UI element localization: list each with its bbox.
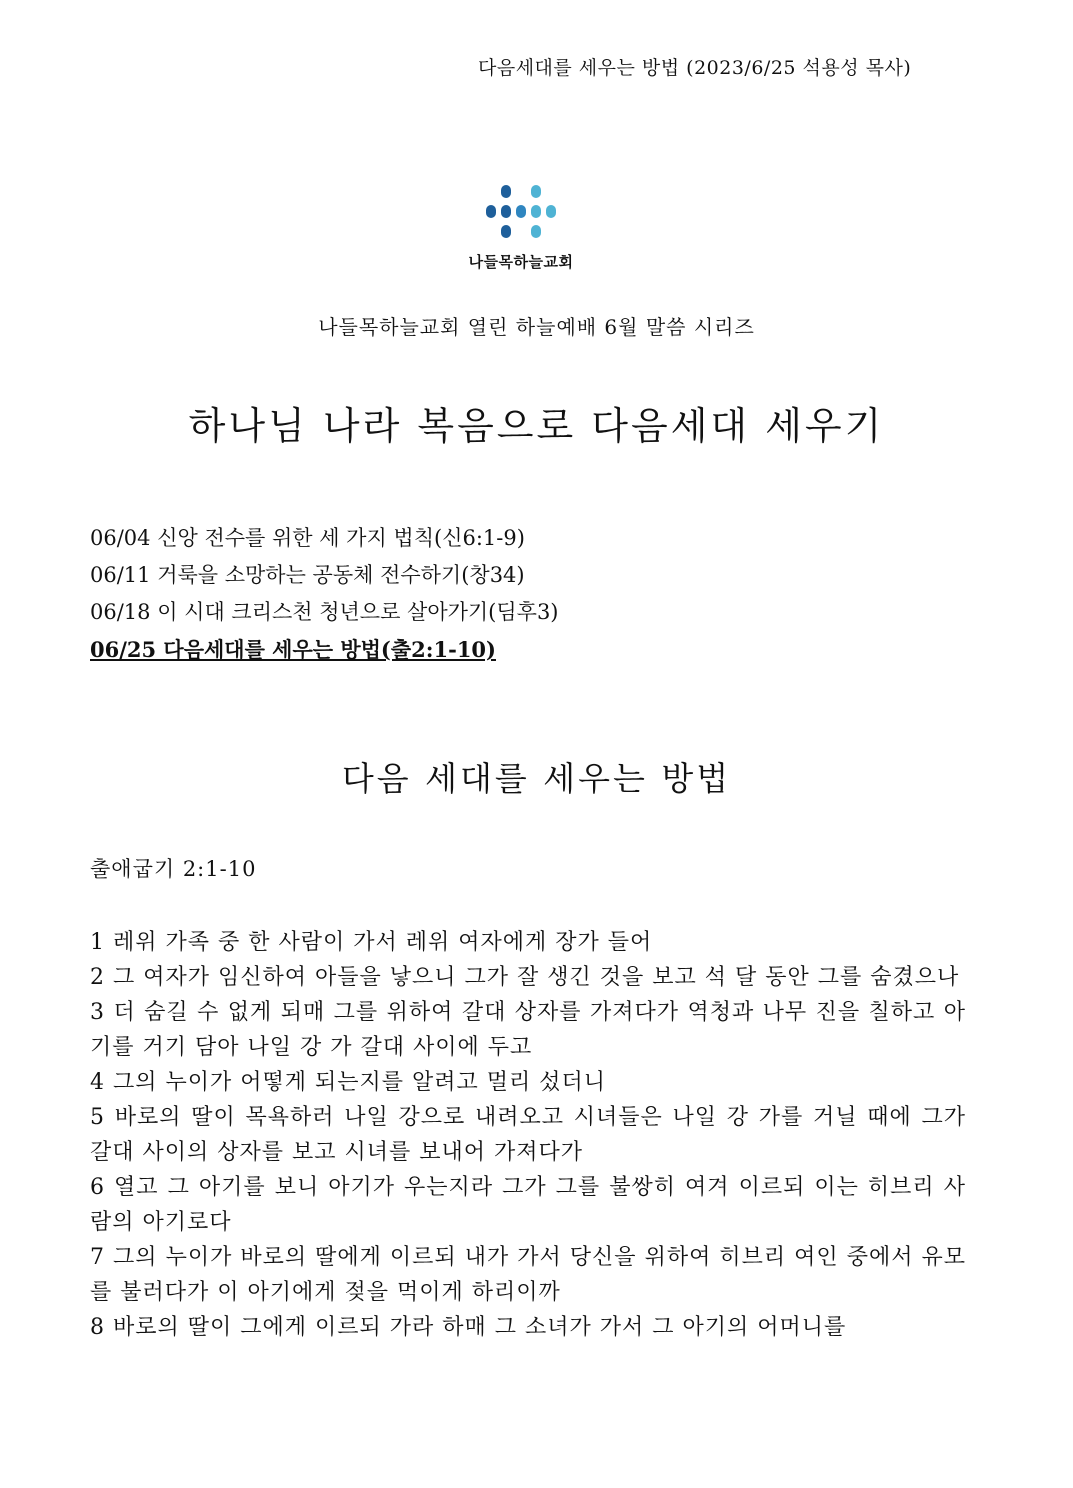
verse: 5 바로의 딸이 목욕하러 나일 강으로 내려오고 시녀들은 나일 강 가를 거닐 때에 그가 갈대 사이의 상자를 보고 시녀를 보내어 가져다가 bbox=[90, 1105, 966, 1165]
verse: 1 레위 가족 중 한 사람이 가서 레위 여자에게 장가 들어 bbox=[90, 930, 653, 955]
logo-text: 나들목하늘교회 bbox=[468, 253, 574, 271]
verse: 7 그의 누이가 바로의 딸에게 이르되 내가 가서 당신을 위하여 히브리 여인 중에서 유모를 불러다가 이 아기에게 젖을 먹이게 하리이까 bbox=[90, 1245, 966, 1305]
scripture-reference: 출애굽기 2:1-10 bbox=[90, 857, 257, 881]
main-title: 하나님 나라 복음으로 다음세대 세우기 bbox=[188, 404, 885, 448]
church-logo bbox=[455, 185, 587, 275]
series-label: 나들목하늘교회 열린 하늘예배 6월 말씀 시리즈 bbox=[318, 315, 755, 339]
header-note: 다음세대를 세우는 방법 (2023/6/25 석용성 목사) bbox=[478, 57, 912, 79]
sermon-schedule bbox=[90, 520, 559, 668]
church-cross-dots-icon bbox=[476, 185, 566, 245]
scripture-passage bbox=[90, 925, 966, 1345]
sermon-title: 다음 세대를 세우는 방법 bbox=[341, 759, 732, 798]
verse: 4 그의 누이가 어떻게 되는지를 알려고 멀리 섰더니 bbox=[90, 1070, 606, 1095]
schedule-item-current: 06/25 다음세대를 세우는 방법(출2:1-10) bbox=[90, 637, 496, 662]
schedule-item: 06/04 신앙 전수를 위한 세 가지 법칙(신6:1-9) bbox=[90, 526, 525, 550]
verse: 3 더 숨길 수 없게 되매 그를 위하여 갈대 상자를 가져다가 역청과 나무 진을 칠하고 아기를 거기 담아 나일 강 가 갈대 사이에 두고 bbox=[90, 1000, 966, 1060]
verse: 2 그 여자가 임신하여 아들을 낳으니 그가 잘 생긴 것을 보고 석 달 동안 그를 숨겼으나 bbox=[90, 965, 960, 990]
verse: 8 바로의 딸이 그에게 이르되 가라 하매 그 소녀가 가서 그 아기의 어머니를 bbox=[90, 1315, 847, 1340]
schedule-item: 06/11 거룩을 소망하는 공동체 전수하기(창34) bbox=[90, 563, 525, 587]
verse: 6 열고 그 아기를 보니 아기가 우는지라 그가 그를 불쌍히 여겨 이르되 이는 히브리 사람의 아기로다 bbox=[90, 1175, 966, 1235]
schedule-item: 06/18 이 시대 크리스천 청년으로 살아가기(딤후3) bbox=[90, 600, 559, 624]
